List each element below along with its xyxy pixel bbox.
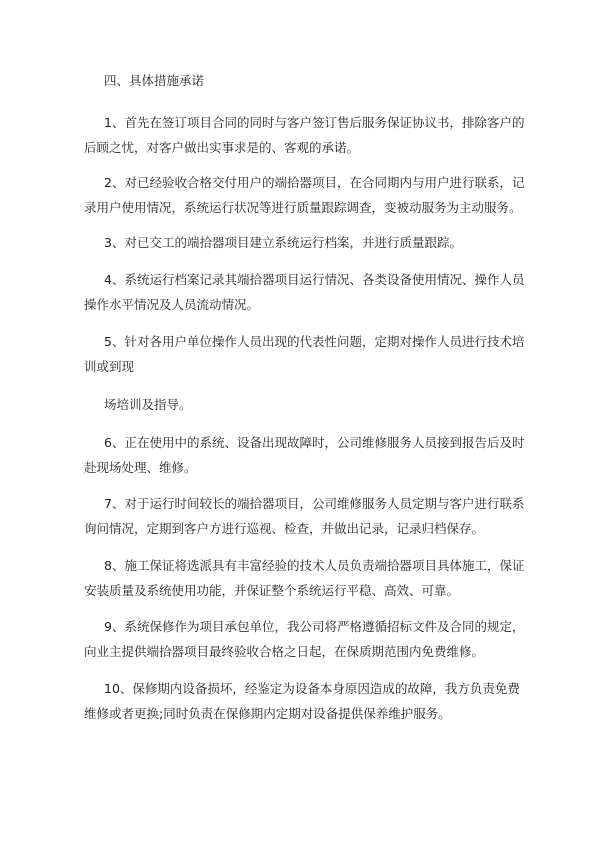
paragraph-5-continued: 场培训及指导。: [104, 397, 192, 412]
paragraph-8: 8、施工保证将选派具有丰富经验的技术人员负责端拾器项目具体施工，保证安装质量及系统使用功能，并保证整个系统运行平稳、高效、可靠。: [84, 558, 525, 598]
paragraph-3: 3、对已交工的端拾器项目建立系统运行档案，并进行质量跟踪。: [104, 235, 462, 250]
paragraph-6: 6、正在使用中的系统、设备出现故障时，公司维修服务人员接到报告后及时赴现场处理、维修。: [84, 435, 525, 475]
paragraph-4: 4、系统运行档案记录其端拾器项目运行情况、各类设备使用情况、操作人员操作水平情况及人员流动情况。: [84, 272, 525, 312]
section-heading: 四、具体措施承诺: [104, 73, 205, 88]
paragraph-1: 1、首先在签订项目合同的同时与客户签订售后服务保证协议书，排除客户的后顾之忧，对客户做出实事求是的、客观的承诺。: [84, 115, 525, 155]
paragraph-7: 7、对于运行时间较长的端拾器项目，公司维修服务人员定期与客户进行联系询问情况，定期到客户方进行巡视、检查，并做出记录，记录归档保存。: [84, 496, 525, 536]
paragraph-5: 5、针对各用户单位操作人员出现的代表性问题，定期对操作人员进行技术培训或到现: [84, 334, 525, 374]
paragraph-10: 10、保修期内设备损坏，经鉴定为设备本身原因造成的故障，我方负责免费维修或者更换;同时负责在保修期内定期对设备提供保养维护服务。: [84, 681, 520, 721]
paragraph-2: 2、对已经验收合格交付用户的端拾器项目，在合同期内与用户进行联系，记录用户使用情况，系统运行状况等进行质量跟踪调查，变被动服务为主动服务。: [84, 175, 525, 215]
paragraph-9: 9、系统保修作为项目承包单位，我公司将严格遵循招标文件及合同的规定，向业主提供端拾器项目最终验收合格之日起，在保质期范围内免费维修。: [84, 619, 525, 659]
